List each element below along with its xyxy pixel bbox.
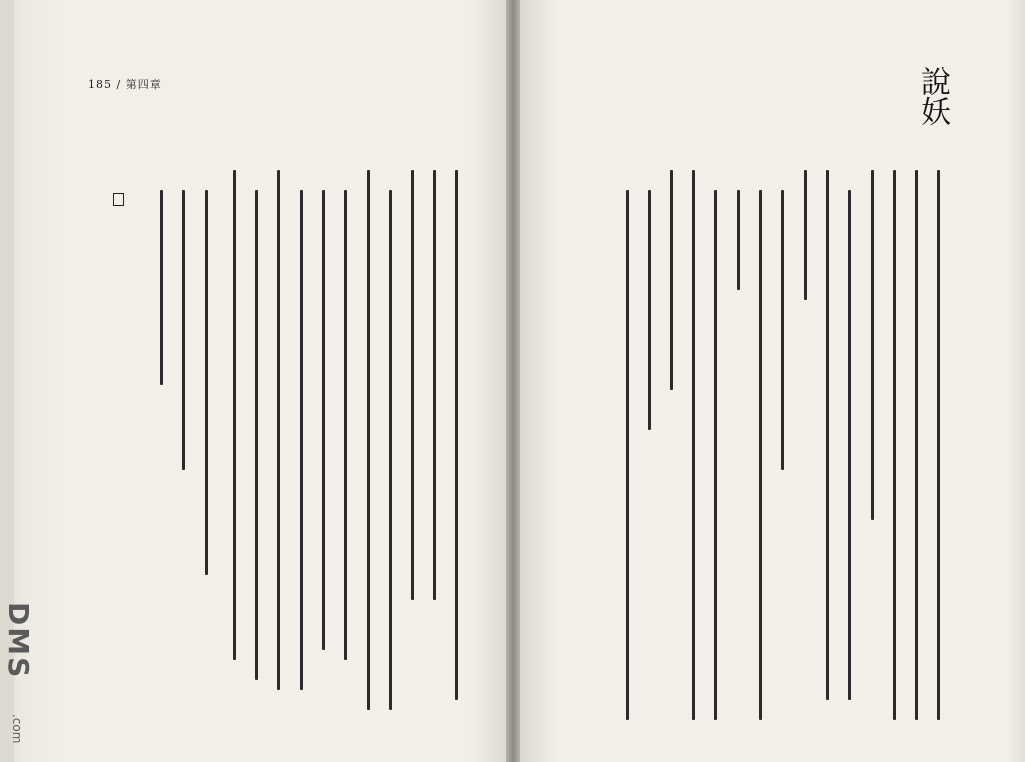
book-gutter xyxy=(506,0,520,762)
text-column xyxy=(344,190,347,660)
text-column xyxy=(300,190,303,690)
text-column xyxy=(781,190,784,470)
text-column xyxy=(670,170,673,390)
watermark xyxy=(2,602,36,752)
text-column xyxy=(455,170,458,700)
text-column xyxy=(182,190,185,470)
text-column xyxy=(893,170,896,720)
text-column xyxy=(848,190,851,700)
text-column xyxy=(389,190,392,710)
page-header: 185 / 第四章 xyxy=(88,78,162,91)
text-column xyxy=(937,170,940,720)
text-column xyxy=(648,190,651,430)
left-page xyxy=(0,0,512,762)
logo-text: 說妖 xyxy=(915,66,950,126)
text-column xyxy=(255,190,258,680)
text-column xyxy=(871,170,874,520)
text-column xyxy=(433,170,436,600)
watermark-suffix: .com xyxy=(10,714,24,744)
text-column xyxy=(737,190,740,290)
text-column xyxy=(233,170,236,660)
text-column xyxy=(411,170,414,600)
text-column xyxy=(826,170,829,700)
text-column xyxy=(714,190,717,720)
section-box xyxy=(113,193,124,206)
text-column xyxy=(277,170,280,690)
watermark-brand: DMS xyxy=(2,602,35,680)
text-column xyxy=(367,170,370,710)
text-column xyxy=(804,170,807,300)
text-column xyxy=(692,170,695,720)
text-column xyxy=(160,190,163,385)
text-column xyxy=(205,190,208,575)
text-column xyxy=(915,170,918,720)
text-column xyxy=(759,190,762,720)
text-column xyxy=(322,190,325,650)
book-logo xyxy=(915,66,985,146)
text-column xyxy=(626,190,629,720)
